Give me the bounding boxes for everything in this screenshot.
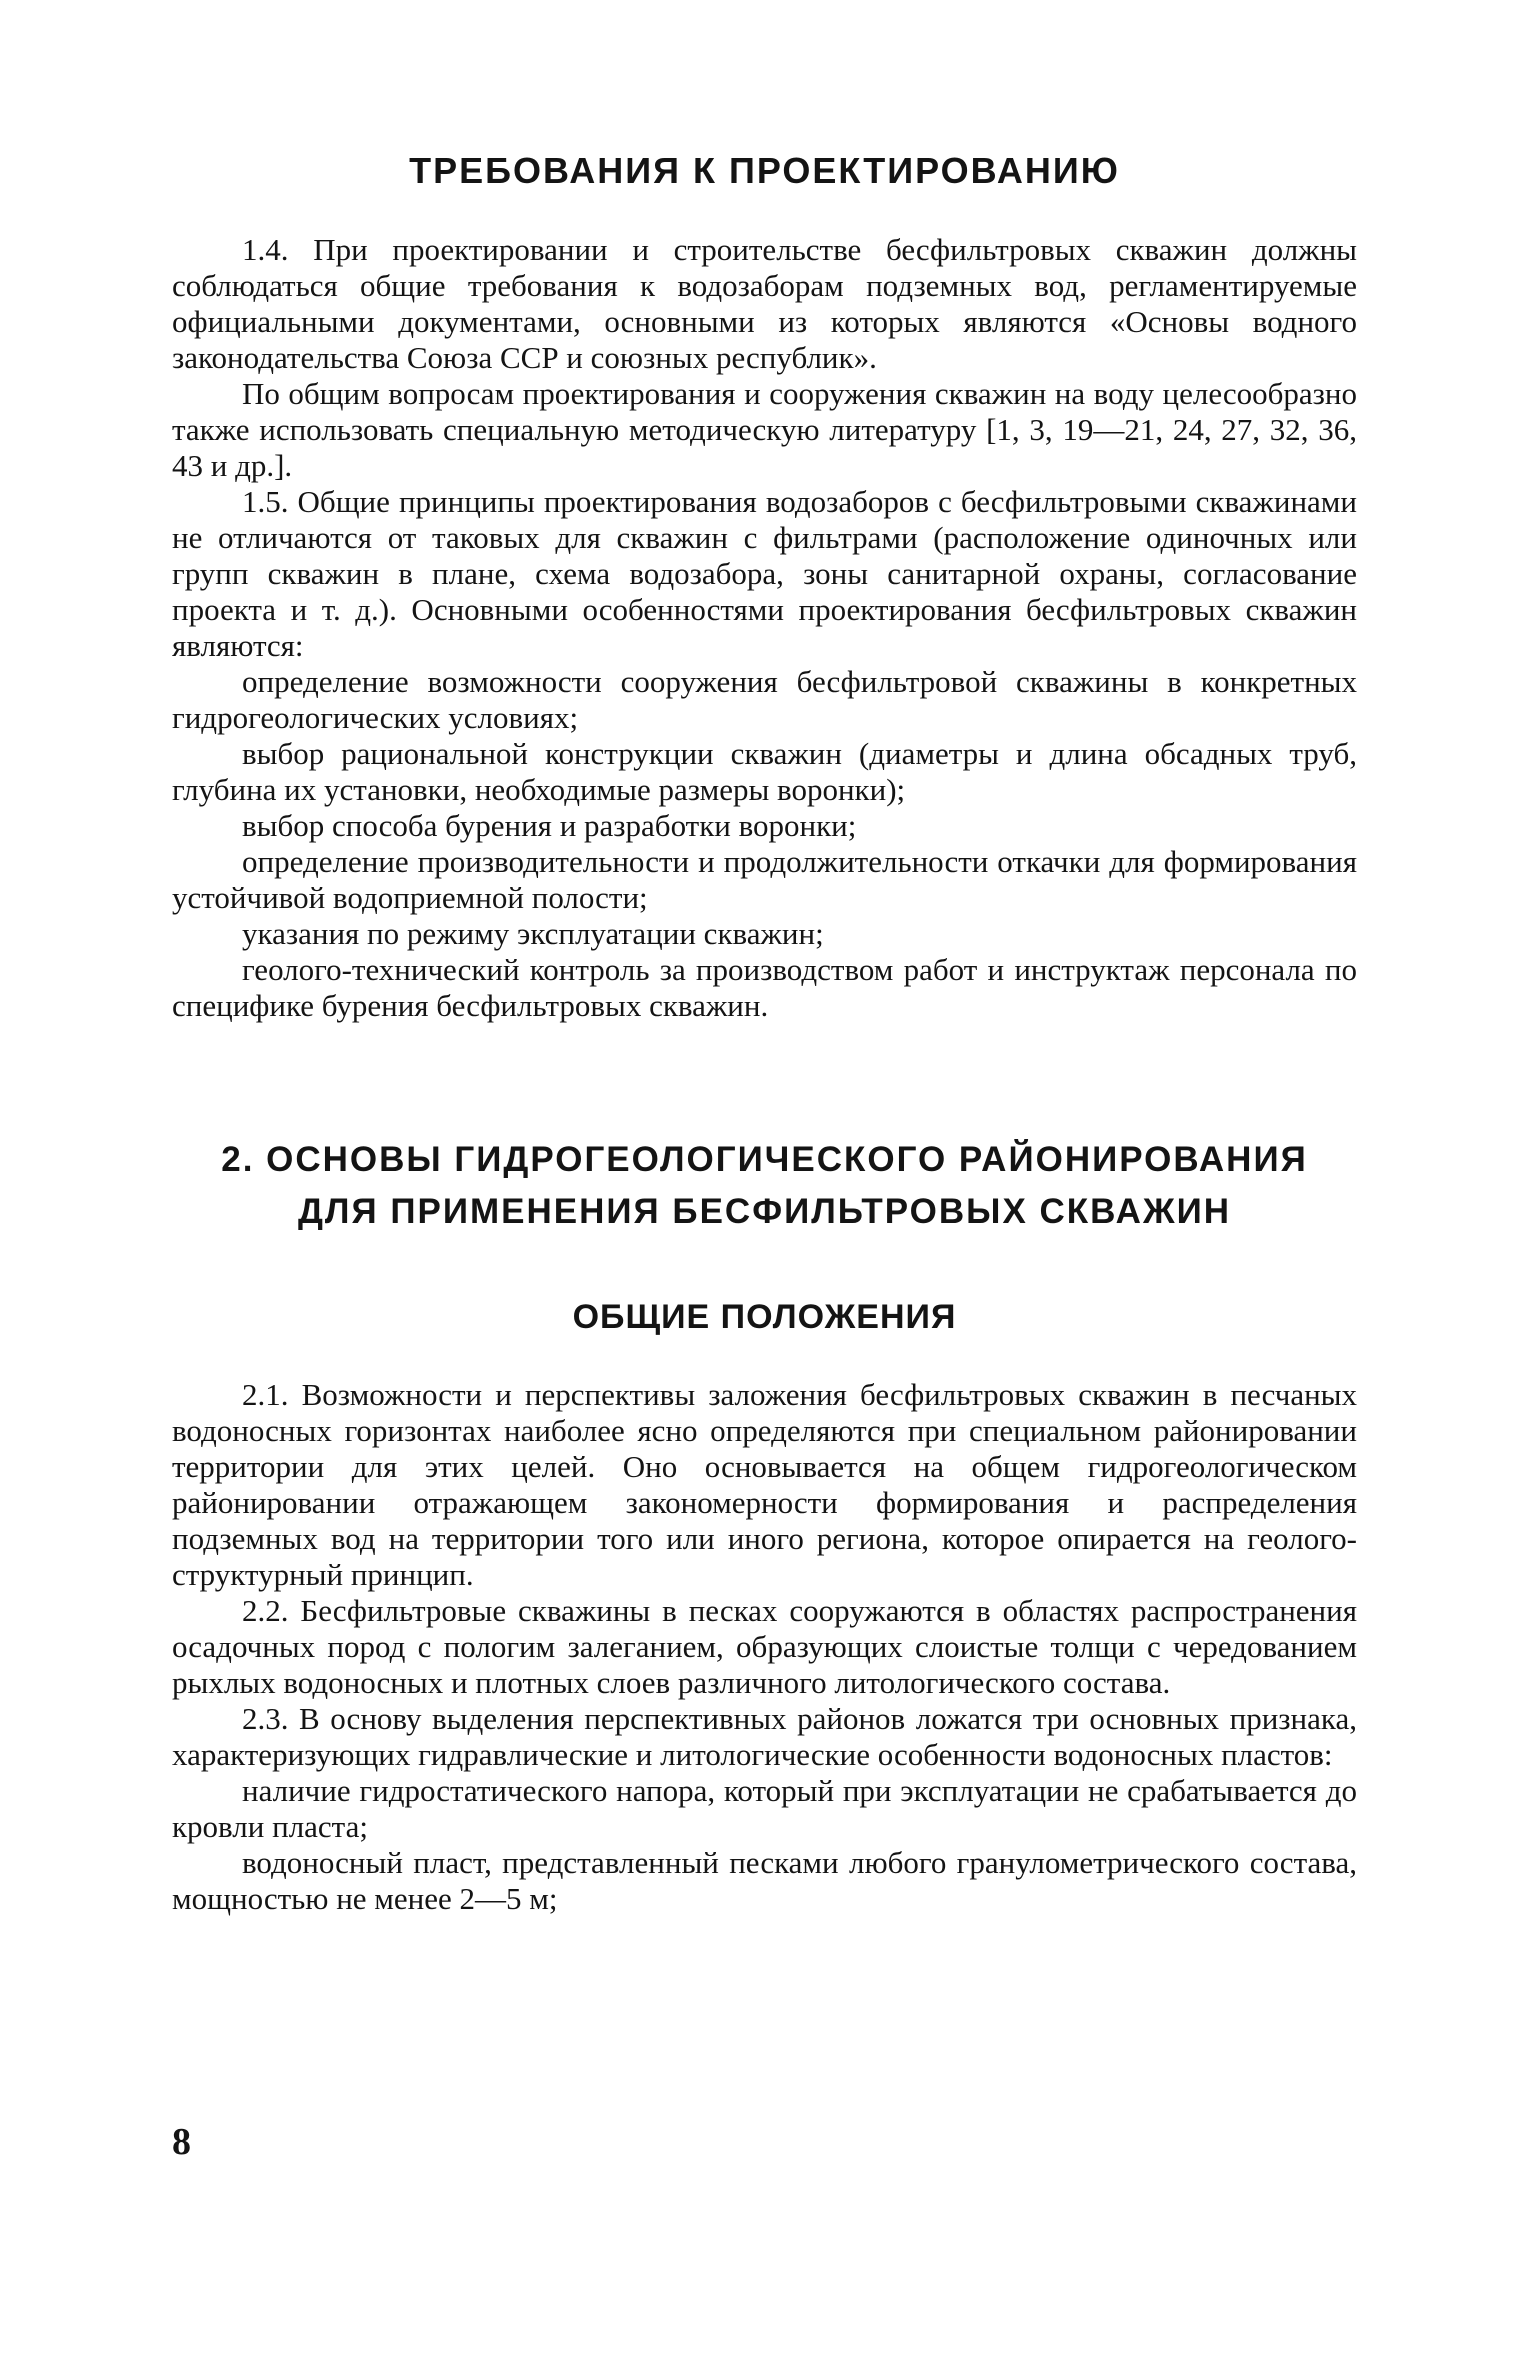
list-item: определение возможности сооружения бесфильтровой скважины в конкретных гидрогеологических условиях; [172,664,1357,735]
page-body [172,150,1357,1917]
page-number: 8 [172,2121,191,2163]
paragraph-1-5: 1.5. Общие принципы проектирования водозаборов с бесфильтровыми скважинами не отличаются от таковых для скважин с фильтрами (расположение одиночных или групп скважин в плане, схема водозабора, зоны санитарной охраны, согласование проекта и т. д.). Основными особенностями проектирования бесфильтровых скважин являются: [172,484,1357,663]
list-item: выбор способа бурения и разработки воронки; [242,808,857,843]
list-item: определение производительности и продолжительности откачки для формирования устойчивой водоприемной полости; [172,844,1357,915]
paragraph-2-2: 2.2. Бесфильтровые скважины в песках сооружаются в областях распространения осадочных пород с пологим залеганием, образующих слоистые толщи с чередованием рыхлых водоносных и плотных слоев различного литологического состава. [172,1593,1357,1700]
list-item: водоносный пласт, представленный песками любого гранулометрического состава, мощностью не менее 2—5 м; [172,1845,1357,1916]
chapter-title-line1: 2. ОСНОВЫ ГИДРОГЕОЛОГИЧЕСКОГО РАЙОНИРОВАНИЯ [221,1140,1308,1179]
list-item: указания по режиму эксплуатации скважин; [242,916,824,951]
paragraph-2-1: 2.1. Возможности и перспективы заложения бесфильтровых скважин в песчаных водоносных горизонтах наиболее ясно определяются при специальном районировании территории для этих целей. Оно основывается на общем гидрогеологическом районировании отражающем закономерности формирования и распределения подземных вод на территории того или иного региона, которое опирается на геолого-структурный принцип. [172,1377,1357,1592]
paragraph-literature: По общим вопросам проектирования и сооружения скважин на воду целесообразно также использовать специальную методическую литературу [1, 3, 19—21, 24, 27, 32, 36, 43 и др.]. [172,376,1357,483]
subsection-title: ОБЩИЕ ПОЛОЖЕНИЯ [572,1298,957,1336]
paragraph-1-4: 1.4. При проектировании и строительстве бесфильтровых скважин должны соблюдаться общие требования к водозаборам подземных вод, регламентируемые официальными документами, основными из которых являются «Основы водного законодательства Союза ССР и союзных республик». [172,232,1357,375]
chapter-title [172,1134,1357,1238]
section-title: ТРЕБОВАНИЯ К ПРОЕКТИРОВАНИЮ [409,150,1120,191]
list-item: наличие гидростатического напора, который при эксплуатации не срабатывается до кровли пласта; [172,1773,1357,1844]
chapter-title-line2: ДЛЯ ПРИМЕНЕНИЯ БЕСФИЛЬТРОВЫХ СКВАЖИН [297,1192,1232,1231]
list-item: выбор рациональной конструкции скважин (диаметры и длина обсадных труб, глубина их установки, необходимые размеры воронки); [172,736,1357,807]
paragraph-2-3: 2.3. В основу выделения перспективных районов ложатся три основных признака, характеризующих гидравлические и литологические особенности водоносных пластов: [172,1701,1357,1772]
list-item: геолого-технический контроль за производством работ и инструктаж персонала по специфике бурения бесфильтровых скважин. [172,952,1357,1023]
